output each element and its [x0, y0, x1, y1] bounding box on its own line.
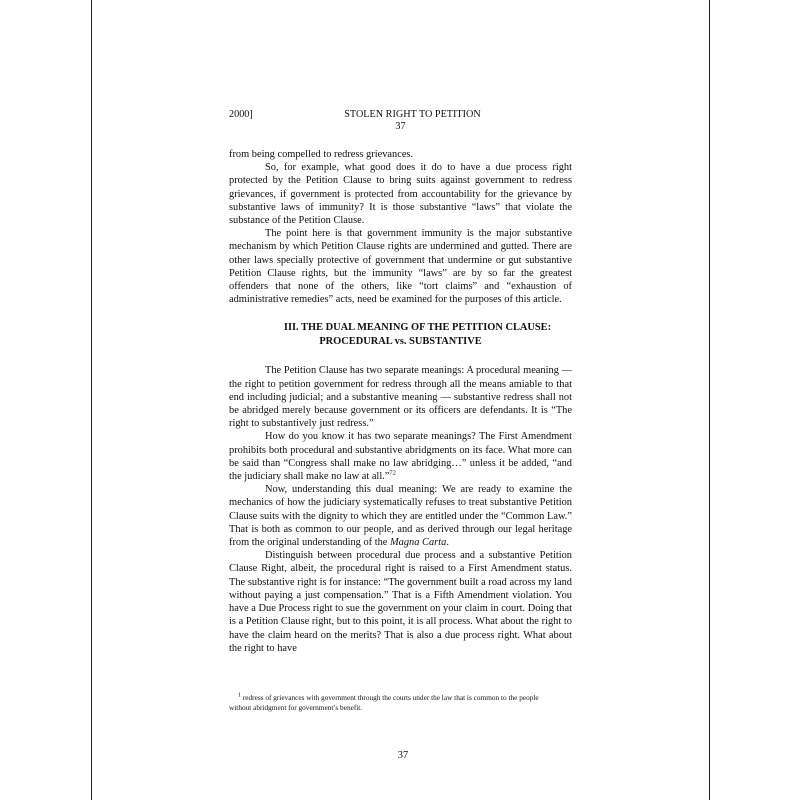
section-heading-line: III. THE DUAL MEANING OF THE PETITION CLAUSE: [283, 322, 552, 334]
running-header [229, 107, 572, 133]
footnote-mark: 1 [238, 692, 241, 699]
header-volume: 2000] [229, 109, 253, 120]
body-text [229, 148, 572, 655]
footer-page-number: 37 [397, 750, 409, 761]
page-left-edge [91, 0, 92, 800]
paragraph-text: How do you know it has two separate meanings? The First Amendment prohibits both procedural and substantive abridgments on its face. What more can be said than “Congress shall make no law abridging…” unless it be added, “and the judiciary shall make no law at all.” [229, 431, 572, 483]
paragraph-text: . [446, 537, 449, 549]
section-heading [229, 321, 572, 349]
paragraph: So, for example, what good does it do to have a due process right protected by the Petition Clause to bring suits against government to redress grievances, if government is protected from accountability for the grievance by substantive laws of immunity? It is those substantive “laws” that violate the substance of the Petition Clause. [229, 162, 572, 227]
footnote-line: without abridgment for government’s benefit. [229, 703, 363, 712]
section-heading-line: PROCEDURAL vs. SUBSTANTIVE [319, 336, 482, 348]
paragraph-continued: from being compelled to redress grievances. [229, 149, 414, 160]
page-right-edge [709, 0, 710, 800]
italic-text: Magna Carta [390, 537, 447, 549]
paragraph-text: Now, understanding this dual meaning: We are ready to examine the mechanics of how the judiciary systematically refuses to treat substantive Petition Clause suits with the dignity to which they are entitled under the “Common Law.” That is both as common to our people, and as derived through our legal heritage from the original understanding of the [229, 484, 572, 549]
footnote-text: redress of grievances with government through the courts under the law that is common to the people [242, 693, 539, 702]
paragraph: The point here is that government immunity is the major substantive mechanism by which Petition Clause rights are undermined and gutted. There are other laws specially protective of government that undermine or gut substantive Petition Clause rights, but the immunity “laws” are by so far the greatest offenders that none of the others, like “tort claims” and “exhaustion of administrative remedies” acts, need be examined for the purposes of this article. [229, 228, 572, 306]
header-page-number: 37 [395, 121, 406, 132]
document-page [229, 107, 572, 655]
footnote [229, 693, 572, 713]
paragraph: Distinguish between procedural due process and a substantive Petition Clause Right, albeit, the procedural right is raised to a First Amendment status. The substantive right is for instance: “The government built a road across my land without paying a just compensation.” That is a Fifth Amendment violation. You have a Due Process right to sue the government on your claim in court. Doing that is a Petition Clause right, but to this point, it is all process. What about the right to have the claim heard on the merits? That is also a due process right. What about the right to have [229, 550, 572, 654]
paragraph [229, 483, 572, 549]
header-title: STOLEN RIGHT TO PETITION [344, 109, 481, 120]
footnote-reference: 72 [389, 469, 396, 477]
paragraph [229, 430, 572, 483]
footnote-line [229, 693, 572, 703]
paragraph: The Petition Clause has two separate meanings: A procedural meaning — the right to petition government for redress through all the means amiable to that end including judicial; and a substantive meaning — substantive redress shall not be abridged merely because government or its officers are defendants. It is “The right to substantively just redress.” [229, 365, 572, 430]
